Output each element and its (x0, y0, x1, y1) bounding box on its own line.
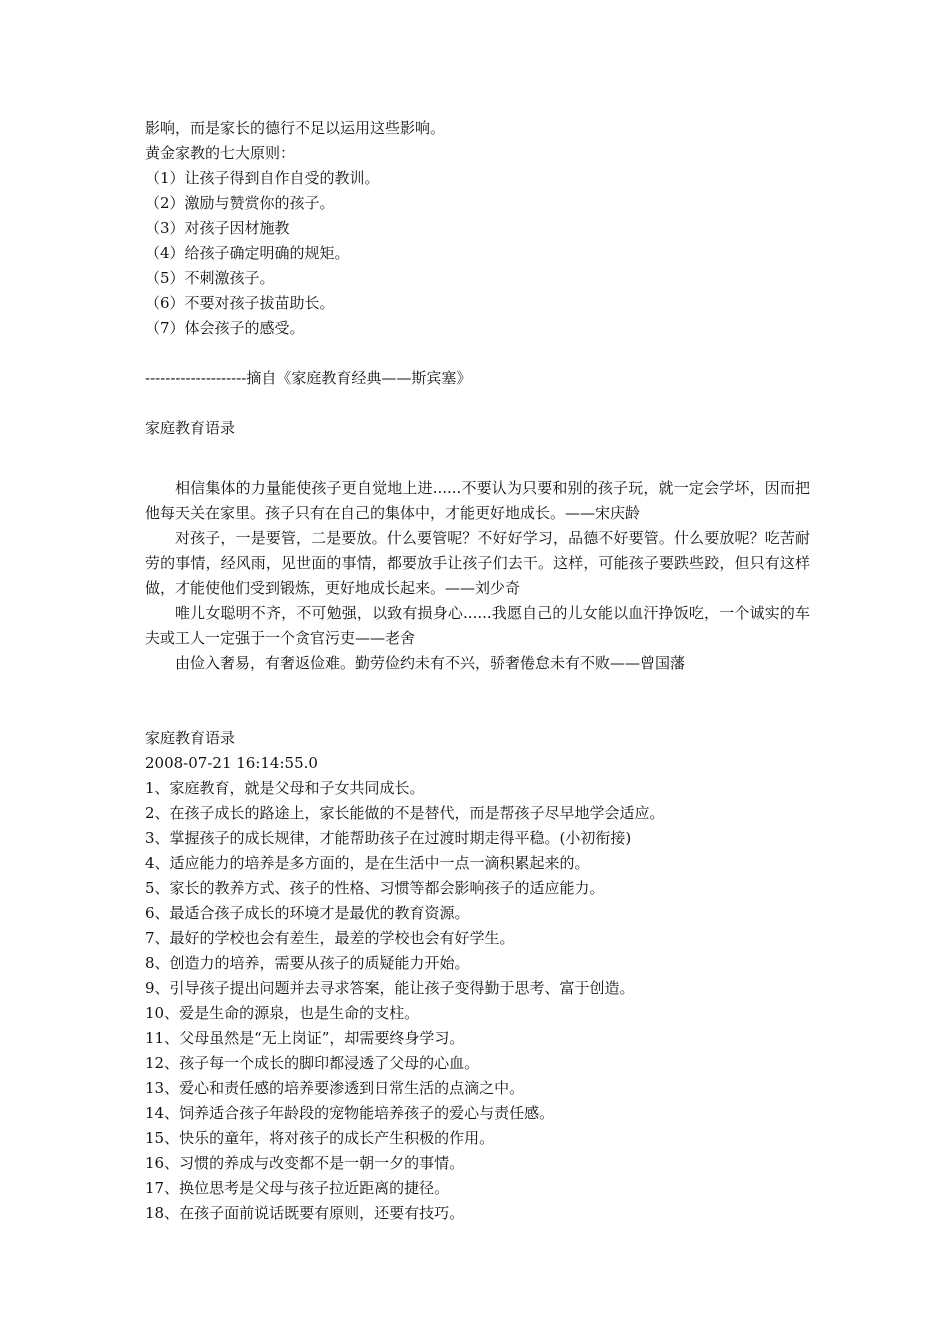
list-item: 6、最适合孩子成长的环境才是最优的教育资源。 (145, 904, 470, 922)
quote-paragraph: 对孩子，一是要管，二是要放。什么要管呢？不好好学习，品德不好要管。什么要放呢？吃苦耐劳的事情，经风雨，见世面的事情，都要放手让孩子们去干。这样，可能孩子要跌些跤，但只有这样做，才能使他们受到锻炼，更好地成长起来。——刘少奇 (145, 529, 810, 597)
principle-item: （2）激励与赞赏你的孩子。 (145, 194, 335, 212)
quote-paragraph: 由俭入奢易，有奢返俭难。勤劳俭约未有不兴，骄奢倦怠未有不败——曾国藩 (175, 654, 686, 672)
principle-item: （1）让孩子得到自作自受的教训。 (145, 169, 380, 187)
list-item: 2、在孩子成长的路途上，家长能做的不是替代，而是帮孩子尽早地学会适应。 (145, 804, 665, 822)
list-item: 8、创造力的培养，需要从孩子的质疑能力开始。 (145, 954, 470, 972)
list-item: 16、习惯的养成与改变都不是一朝一夕的事情。 (145, 1154, 465, 1172)
quote-paragraph: 唯儿女聪明不齐，不可勉强，以致有损身心......我愿自己的儿女能以血汗挣饭吃，一个诚实的车夫或工人一定强于一个贪官污吏——老舍 (145, 604, 810, 647)
list-item: 14、饲养适合孩子年龄段的宠物能培养孩子的爱心与责任感。 (145, 1104, 555, 1122)
list-item: 11、父母虽然是“无上岗证”，却需要终身学习。 (145, 1029, 465, 1047)
list-item: 18、在孩子面前说话既要有原则，还要有技巧。 (145, 1204, 465, 1222)
list-item: 12、孩子每一个成长的脚印都浸透了父母的心血。 (145, 1054, 480, 1072)
source-citation: --------------------摘自《家庭教育经典——斯宾塞》 (145, 369, 472, 387)
section-title: 家庭教育语录 (145, 419, 236, 437)
principle-item: （4）给孩子确定明确的规矩。 (145, 244, 350, 262)
principles-heading: 黄金家教的七大原则： (145, 144, 296, 162)
principle-item: （7）体会孩子的感受。 (145, 319, 305, 337)
list-item: 1、家庭教育，就是父母和子女共同成长。 (145, 779, 425, 797)
list-item: 7、最好的学校也会有差生，最差的学校也会有好学生。 (145, 929, 515, 947)
list-item: 3、掌握孩子的成长规律，才能帮助孩子在过渡时期走得平稳。(小初衔接) (145, 829, 632, 847)
quote-paragraph: 相信集体的力量能使孩子更自觉地上进......不要认为只要和别的孩子玩，就一定会学坏，因而把他每天关在家里。孩子只有在自己的集体中，才能更好地成长。——宋庆龄 (145, 479, 810, 522)
intro-line: 影响，而是家长的德行不足以运用这些影响。 (145, 119, 446, 137)
document-page (145, 116, 810, 1226)
list-item: 13、爱心和责任感的培养要渗透到日常生活的点滴之中。 (145, 1079, 525, 1097)
principle-item: （3）对孩子因材施教 (145, 219, 290, 237)
timestamp: 2008-07-21 16:14:55.0 (145, 754, 318, 772)
list-item: 15、快乐的童年，将对孩子的成长产生积极的作用。 (145, 1129, 495, 1147)
list-item: 10、爱是生命的源泉，也是生命的支柱。 (145, 1004, 420, 1022)
list-item: 5、家长的教养方式、孩子的性格、习惯等都会影响孩子的适应能力。 (145, 879, 605, 897)
list-item: 9、引导孩子提出问题并去寻求答案，能让孩子变得勤于思考、富于创造。 (145, 979, 635, 997)
list-item: 17、换位思考是父母与孩子拉近距离的捷径。 (145, 1179, 450, 1197)
principle-item: （6）不要对孩子拔苗助长。 (145, 294, 335, 312)
principle-item: （5）不刺激孩子。 (145, 269, 275, 287)
section-title: 家庭教育语录 (145, 729, 236, 747)
list-item: 4、适应能力的培养是多方面的，是在生活中一点一滴积累起来的。 (145, 854, 590, 872)
